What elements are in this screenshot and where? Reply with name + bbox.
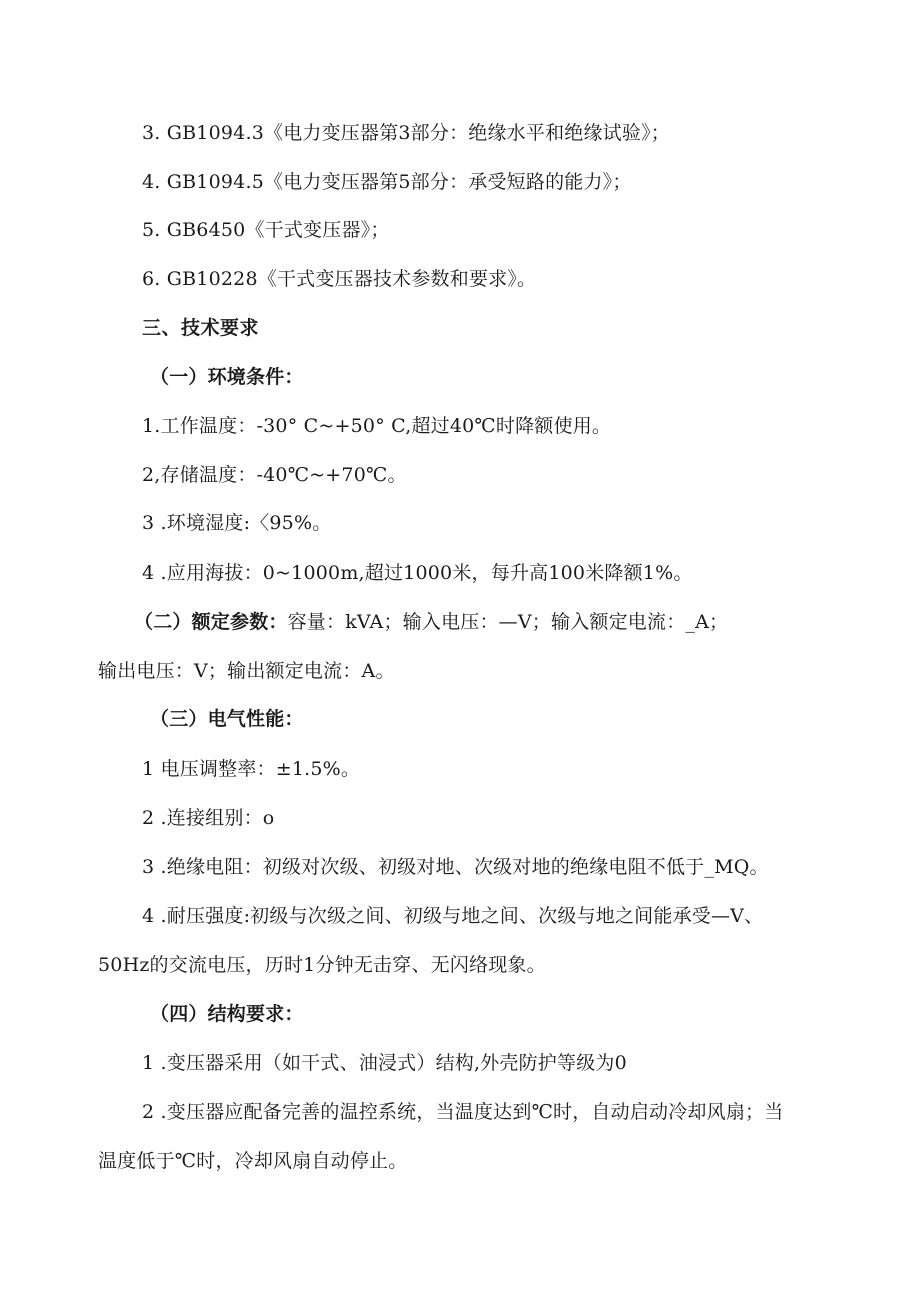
structure-item-type: 1 .变压器采用（如干式、油浸式）结构,外壳防护等级为0 <box>142 1052 627 1074</box>
rated-params-text: 容量：kVA；输入电压：—V；输入额定电流：_A； <box>287 611 729 633</box>
section-title-technical-requirements: 三、技术要求 <box>142 317 260 339</box>
env-item-humidity: 3 .环境湿度:〈95%。 <box>142 512 332 534</box>
standard-item-5: 5. GB6450《干式变压器》； <box>142 219 390 241</box>
subsection-title-environment: （一）环境条件： <box>150 366 304 388</box>
electrical-item-insulation: 3 .绝缘电阻：初级对次级、初级对地、次级对地的绝缘电阻不低于_MQ。 <box>142 856 769 878</box>
electrical-item-withstand-cont: 50Hz的交流电压，历时1分钟无击穿、无闪络现象。 <box>98 954 546 976</box>
electrical-item-connection: 2 .连接组别：o <box>142 807 275 829</box>
standard-item-3: 3. GB1094.3《电力变压器第3部分：绝缘水平和绝缘试验》； <box>142 122 670 144</box>
structure-item-temp-control: 2 .变压器应配备完善的温控系统，当温度达到℃时，自动启动冷却风扇；当 <box>142 1101 784 1123</box>
env-item-altitude: 4 .应用海拔：0~1000m,超过1000米，每升高100米降额1%。 <box>142 562 693 584</box>
electrical-item-regulation: 1 电压调整率：±1.5%。 <box>142 758 361 780</box>
rated-output-line: 输出电压：V；输出额定电流：A。 <box>98 660 395 682</box>
subsection-title-rated: （二）额定参数： <box>134 611 288 633</box>
standard-item-6: 6. GB10228《干式变压器技术参数和要求》。 <box>142 268 537 290</box>
env-item-storage-temp: 2,存储温度：-40℃~+70℃。 <box>142 464 407 486</box>
standard-item-4: 4. GB1094.5《电力变压器第5部分：承受短路的能力》； <box>142 171 632 193</box>
rated-parameters-line <box>134 610 728 634</box>
subsection-title-structure: （四）结构要求： <box>150 1003 304 1025</box>
env-item-operating-temp: 1.工作温度：-30° C~+50° C,超过40℃时降额使用。 <box>142 415 612 437</box>
structure-item-temp-control-cont: 温度低于℃时，冷却风扇自动停止。 <box>98 1150 408 1172</box>
electrical-item-withstand: 4 .耐压强度:初级与次级之间、初级与地之间、次级与地之间能承受—V、 <box>142 905 764 927</box>
subsection-title-electrical: （三）电气性能： <box>150 708 304 730</box>
